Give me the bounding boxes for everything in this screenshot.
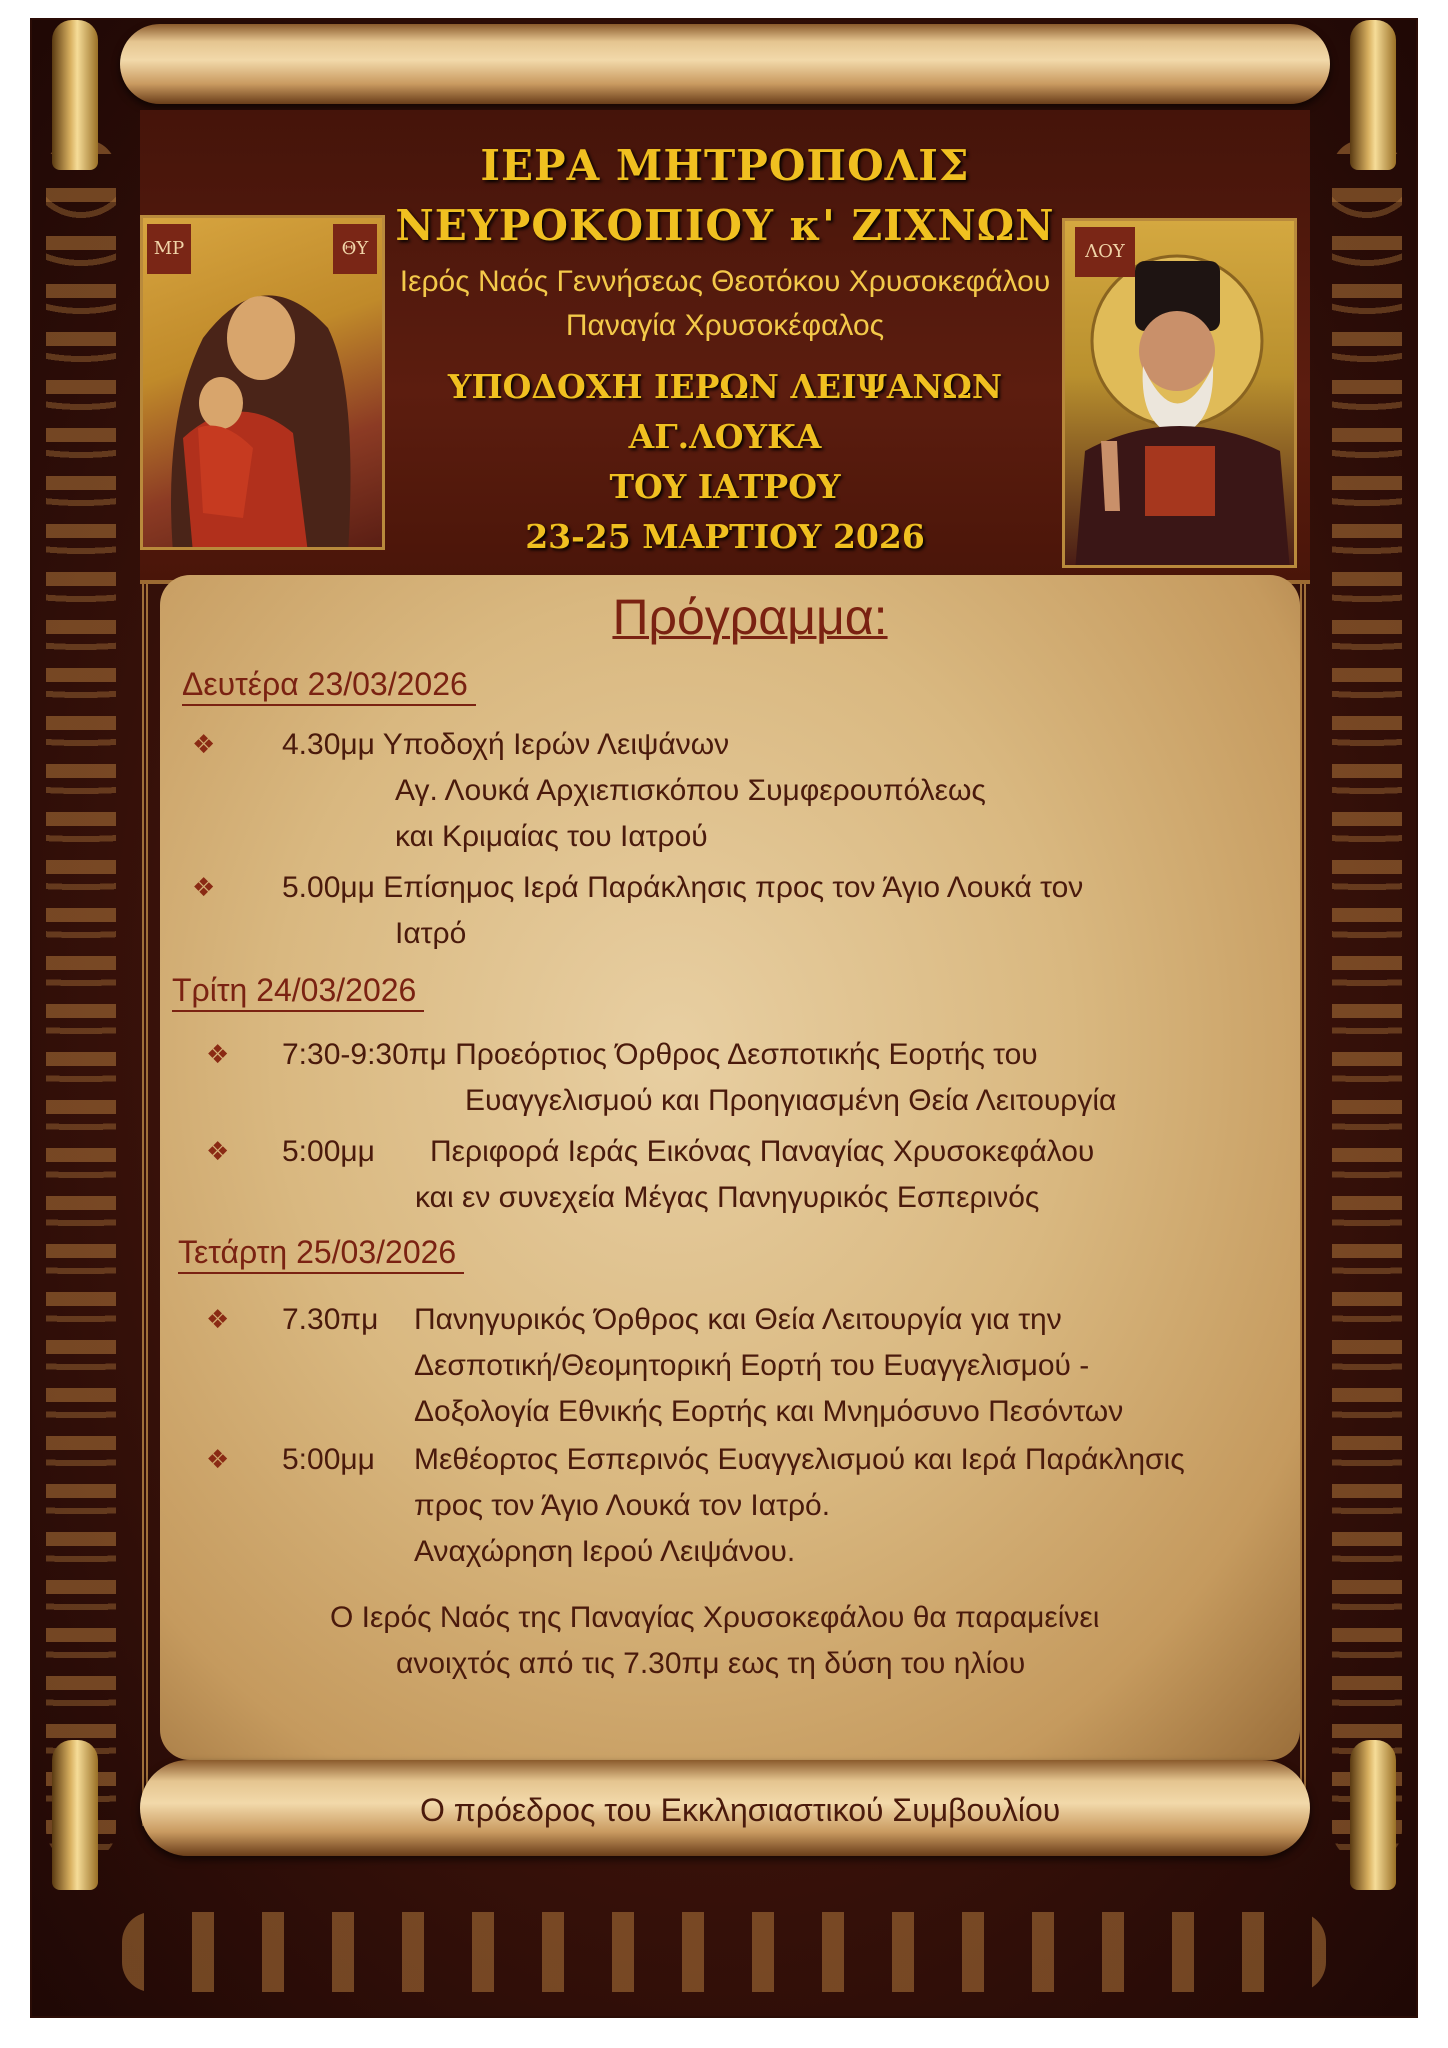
tuesday-item1-line1: 7:30-9:30πμ Προεόρτιος Όρθρος Δεσποτικής Εορτής του — [282, 1038, 1038, 1071]
tuesday-item2-line2: και εν συνεχεία Μέγας Πανηγυρικός Εσπερινός — [415, 1181, 1040, 1214]
header-text — [380, 110, 1070, 562]
event-dates: 23-25 ΜΑΡΤΙΟΥ 2026 — [525, 517, 925, 556]
church-subtitle: Παναγία Χρυσοκέφαλος — [565, 309, 885, 342]
metropolis-title-line1: ΙΕΡΑ ΜΗΤΡΟΠΟΛΙΣ — [480, 141, 970, 190]
header-panel — [140, 110, 1310, 584]
metropolis-title-line2: ΝΕΥΡΟΚΟΠΙΟΥ κ' ΖΙΧΝΩΝ — [395, 201, 1055, 250]
finial-top-right — [1350, 20, 1396, 170]
icon-badge-lou: ΛΟΥ — [1075, 227, 1135, 277]
finial-top-left — [52, 20, 98, 170]
wednesday-item1-line3: Δοξολογία Εθνικής Εορτής και Μνημόσυνο Πεσόντων — [414, 1395, 1124, 1428]
day-tuesday-heading: Τρίτη 24/03/2026 — [172, 970, 424, 1012]
program-title: Πρόγραμμα: — [612, 589, 888, 645]
finial-bottom-right — [1350, 1740, 1396, 1890]
icon-badge-mr: ΜΡ — [147, 224, 191, 274]
day-wednesday-heading: Τετάρτη 25/03/2026 — [178, 1232, 464, 1274]
event-title-line1: ΥΠΟΔΟΧΗ ΙΕΡΩΝ ΛΕΙΨΑΝΩΝ ΑΓ.ΛΟΥΚΑ — [447, 367, 1003, 456]
note-line2: ανοιχτός από τις 7.30πμ εως τη δύση του ηλίου — [396, 1647, 1026, 1680]
monday-item1-line3: και Κριμαίας του Ιατρού — [395, 820, 708, 853]
right-ornament — [1332, 140, 1402, 1860]
wednesday-item1-line1: Πανηγυρικός Όρθρος και Θεία Λειτουργία για την — [414, 1303, 1062, 1336]
bullet-icon: ❖ — [206, 1137, 230, 1167]
bullet-icon: ❖ — [206, 1040, 230, 1070]
wednesday-item2-time: 5:00μμ — [282, 1443, 375, 1476]
bullet-icon: ❖ — [192, 730, 216, 760]
bullet-icon: ❖ — [206, 1305, 230, 1335]
wednesday-item2-line1: Μεθέορτος Εσπερινός Ευαγγελισμού και Ιερά Παράκλησις — [414, 1443, 1185, 1476]
monday-item2-line1: 5.00μμ Επίσημος Ιερά Παράκλησις προς τον Άγιο Λουκά τον — [282, 871, 1084, 904]
wednesday-item2-line2: προς τον Άγιο Λουκά τον Ιατρό. — [414, 1489, 831, 1522]
bullet-icon: ❖ — [206, 1445, 230, 1475]
wednesday-item1-time: 7.30πμ — [282, 1303, 379, 1336]
bottom-ornament — [122, 1912, 1326, 1992]
wednesday-item1-line2: Δεσποτική/Θεομητορική Εορτή του Ευαγγελισμού - — [414, 1349, 1090, 1382]
monday-item1-line2: Αγ. Λουκά Αρχιεπισκόπου Συμφερουπόλεως — [395, 774, 986, 807]
tuesday-item2-time: 5:00μμ — [282, 1135, 375, 1168]
left-ornament — [46, 140, 116, 1860]
tuesday-item1-line2: Ευαγγελισμού και Προηγιασμένη Θεία Λειτουργία — [465, 1084, 1117, 1117]
finial-bottom-left — [52, 1740, 98, 1890]
monday-item2-line2: Ιατρό — [395, 917, 467, 950]
monday-item1-line1: 4.30μμ Υποδοχή Ιερών Λειψάνων — [282, 728, 730, 761]
wednesday-item2-line3: Αναχώρηση Ιερού Λειψάνου. — [414, 1535, 796, 1568]
saint-luke-icon — [1062, 218, 1297, 568]
scroll-roll-top — [120, 24, 1330, 104]
bullet-icon: ❖ — [192, 873, 216, 903]
event-title-line2: ΤΟΥ ΙΑΤΡΟΥ — [609, 467, 841, 506]
virgin-mary-icon — [140, 215, 385, 550]
tuesday-item2-line1: Περιφορά Ιεράς Εικόνας Παναγίας Χρυσοκεφάλου — [430, 1135, 1095, 1168]
day-monday-heading: Δευτέρα 23/03/2026 — [182, 664, 476, 706]
note-line1: Ο Ιερός Ναός της Παναγίας Χρυσοκεφάλου θα παραμείνει — [330, 1601, 1100, 1634]
church-name: Ιερός Ναός Γεννήσεως Θεοτόκου Χρυσοκεφάλου — [399, 265, 1051, 298]
icon-badge-th: ΘΥ — [333, 224, 377, 274]
signature: Ο πρόεδρος του Εκκλησιαστικού Συμβουλίου — [420, 1792, 1061, 1828]
